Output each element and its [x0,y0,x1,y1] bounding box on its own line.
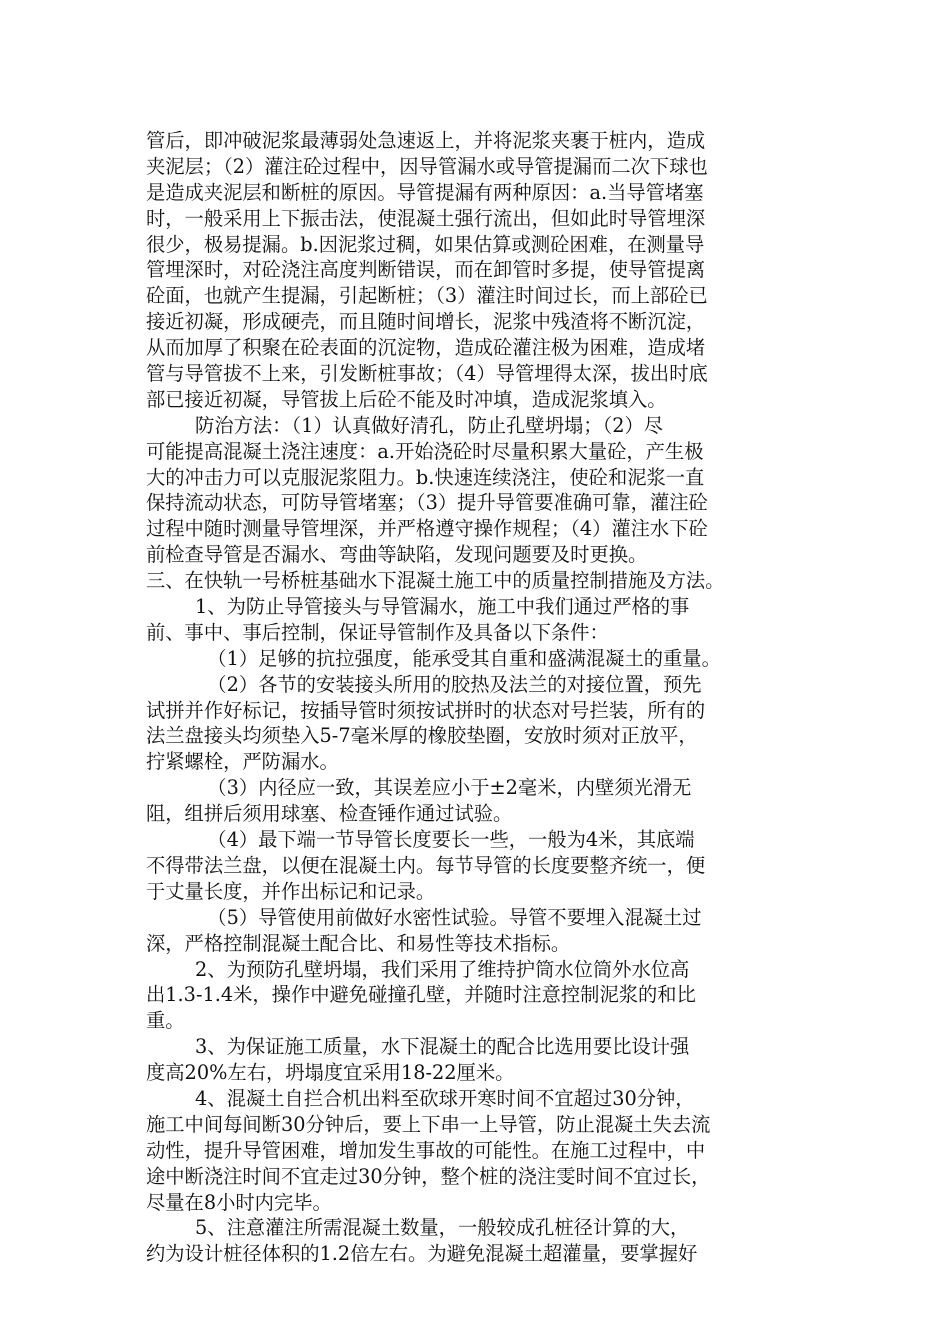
text-line: 4、混凝土自拦合机出料至砍球开寒时间不宜超过30分钟， [146,1086,695,1110]
text-line: 1、为防止导管接头与导管漏水，施工中我们通过严格的事 [146,595,690,619]
text-line: 可能提高混凝土浇注速度：a.开始浇砼时尽量积累大量砼，产生极 [146,439,704,463]
text-line: 前、事中、事后控制，保证导管制作及具备以下条件： [146,620,609,644]
text-line: 砼面，也就产生提漏，引起断桩；（3）灌注时间过长，而上部砼已 [146,284,708,308]
text-line: （1）足够的抗拉强度，能承受其自重和盛满混凝土的重量。 [146,646,721,670]
text-line: 保持流动状态，可防导管堵塞；（3）提升导管要准确可靠，灌注砼 [146,491,708,515]
text-line: 是造成夹泥层和断桩的原因。导管提漏有两种原因：a.当导管堵塞 [146,180,704,204]
text-line: 尽量在8小时内完毕。 [146,1190,332,1214]
text-line: 管与导管拔不上来，引发断桩事故；（4）导管埋得太深，拔出时底 [146,362,708,386]
text-line: 5、注意灌注所需混凝土数量，一般较成孔桩径计算的大， [146,1216,690,1240]
text-line: 施工中间每间断30分钟后，要上下串一上导管，防止混凝土失去流 [146,1112,711,1136]
text-line: 不得带法兰盘，以便在混凝土内。每节导管的长度要整齐统一，便 [146,853,706,877]
text-line: 约为设计桩径体积的1.2倍左右。为避免混凝土超灌量，要掌握好 [146,1242,698,1266]
text-line: 深，严格控制混凝土配合比、和易性等技术指标。 [146,931,571,955]
text-line: 重。 [146,1009,185,1033]
text-line: 三、在快轨一号桥桩基础水下混凝土施工中的质量控制措施及方法。 [146,569,725,593]
text-line: 于丈量长度，并作出标记和记录。 [146,879,436,903]
text-line: 时，一般采用上下振击法，使混凝土强行流出，但如此时导管埋深 [146,206,706,230]
text-line: （3）内径应一致，其误差应小于±2毫米，内壁须光滑无 [146,776,692,800]
text-line: 从而加厚了积聚在砼表面的沉淀物，造成砼灌注极为困难，造成堵 [146,336,706,360]
text-line: 管后，即冲破泥浆最薄弱处急速返上，并将泥浆夹裹于桩内，造成 [146,129,706,152]
text-line: 防治方法：（1）认真做好清孔，防止孔壁坍塌；（2）尽 [146,413,664,437]
text-line: 部已接近初凝，导管拔上后砼不能及时冲填，造成泥浆填入。 [146,387,667,411]
text-line: （4）最下端一节导管长度要长一些，一般为4米，其底端 [146,828,695,852]
text-line: 途中断浇注时间不宜走过30分钟，整个桩的浇注雯时间不宜过长， [146,1164,711,1188]
text-line: 夹泥层；（2）灌注砼过程中，因导管漏水或导管提漏而二次下球也 [146,154,708,178]
text-line: 拧紧螺栓，严防漏水。 [146,750,339,774]
text-line: 2、为预防孔壁坍塌，我们采用了维持护筒水位筒外水位高 [146,957,690,981]
text-line: 度高20%左右，坍塌度宜采用18-22厘米。 [146,1061,515,1085]
text-line: 动性，提升导管困难，增加发生事故的可能性。在施工过程中，中 [146,1138,706,1162]
text-line: 大的冲击力可以克服泥浆阻力。b.快速连续浇注，使砼和泥浆一直 [146,465,705,489]
text-line: 很少，极易提漏。b.因泥浆过稠，如果估算或测砼困难，在测量导 [146,232,705,256]
text-line: 出1.3-1.4米，操作中避免碰撞孔壁，并随时注意控制泥浆的和比 [146,983,696,1007]
text-line: 法兰盘接头均须垫入5-7毫米厚的橡胶垫圈，安放时须对正放平， [146,724,698,748]
text-line: 接近初凝，形成硬壳，而且随时间增长，泥浆中残渣将不断沉淀， [146,310,706,334]
text-line: 3、为保证施工质量，水下混凝土的配合比选用要比设计强 [146,1035,690,1059]
text-line: （2）各节的安装接头所用的胶热及法兰的对接位置，预先 [146,672,702,696]
text-line: 前检查导管是否漏水、弯曲等缺陷，发现问题要及时更换。 [146,543,648,567]
body-text [146,128,826,1267]
text-line: 试拼并作好标记，按插导管时须按试拼时的状态对号拦装，所有的 [146,698,706,722]
text-line: 管埋深时，对砼浇注高度判断错误，而在卸管时多提，使导管提离 [146,258,706,282]
text-line: 阻，组拼后须用球塞、检查锤作通过试验。 [146,802,513,826]
text-line: （5）导管使用前做好水密性试验。导管不要埋入混凝土过 [146,905,702,929]
text-line: 过程中随时测量导管埋深，并严格遵守操作规程；（4）灌注水下砼 [146,517,708,541]
